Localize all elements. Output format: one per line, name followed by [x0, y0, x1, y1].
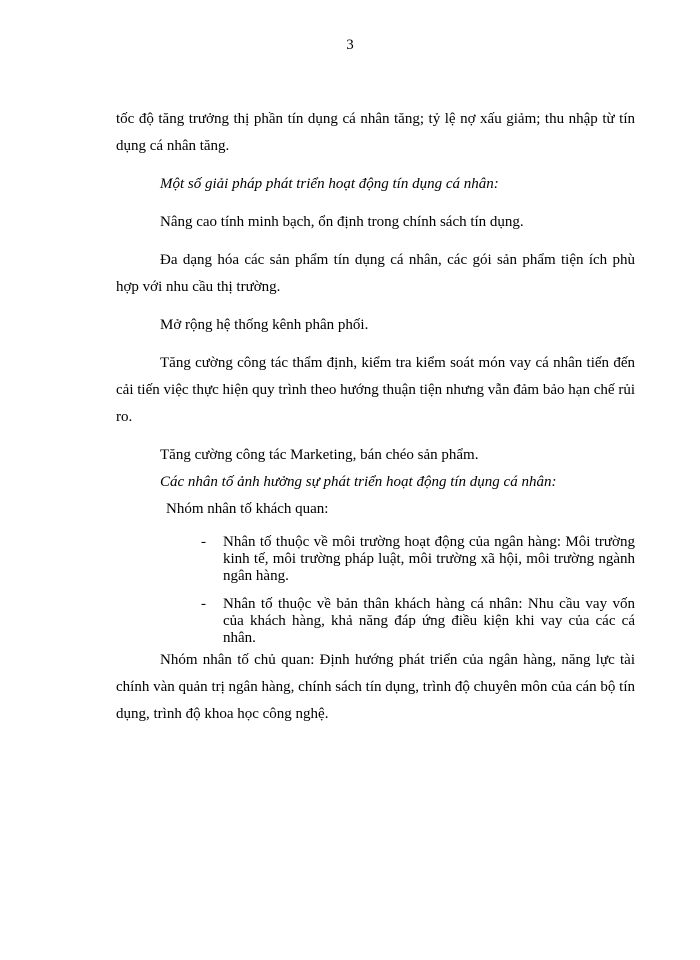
paragraph-marketing: Tăng cường công tác Marketing, bán chéo sản phẩm. — [160, 447, 479, 463]
bullet-text: Nhân tố thuộc về bản thân khách hàng cá nhân: Nhu cầu vay vốn của khách hàng, khả năng đáp ứng điều kiện khi vay của các cá nhân. — [223, 596, 635, 646]
bullet-item — [116, 596, 635, 647]
bullet-dash: - — [201, 534, 206, 550]
paragraph-diversify-products: Đa dạng hóa các sản phẩm tín dụng cá nhân, các gói sản phẩm tiện ích phù hợp với nhu cầu thị trường. — [116, 252, 635, 295]
paragraph-expand-channels: Mở rộng hệ thống kênh phân phối. — [160, 317, 369, 333]
paragraph-subjective-factors: Nhóm nhân tố chủ quan: Định hướng phát triển của ngân hàng, năng lực tài chính vàn quản trị ngân hàng, chính sách tín dụng, trình độ chuyên môn của cán bộ tín dụng, trình độ khoa học công nghệ. — [116, 652, 635, 722]
paragraph-growth-results: tốc độ tăng trưởng thị phần tín dụng cá nhân tăng; tỷ lệ nợ xấu giảm; thu nhập từ tín dụng cá nhân tăng. — [116, 111, 635, 154]
bullet-dash: - — [201, 596, 206, 612]
page-body — [116, 106, 635, 728]
bullet-text: Nhân tố thuộc về môi trường hoạt động của ngân hàng: Môi trường kinh tế, môi trường pháp luật, môi trường xã hội, môi trường ngành ngân hàng. — [223, 534, 635, 584]
bullet-item — [116, 534, 635, 585]
paragraph-transparency: Nâng cao tính minh bạch, ổn định trong chính sách tín dụng. — [160, 214, 524, 230]
paragraph-objective-factors: Nhóm nhân tố khách quan: — [166, 501, 329, 517]
page-number: 3 — [346, 37, 354, 53]
heading-solutions: Một số giải pháp phát triển hoạt động tín dụng cá nhân: — [160, 176, 499, 192]
paragraph-appraisal: Tăng cường công tác thẩm định, kiểm tra kiểm soát món vay cá nhân tiến đến cải tiến việc thực hiện quy trình theo hướng thuận tiện nhưng vẫn đảm bảo hạn chế rủi ro. — [116, 355, 635, 425]
heading-factors: Các nhân tố ảnh hưởng sự phát triển hoạt động tín dụng cá nhân: — [160, 474, 557, 490]
